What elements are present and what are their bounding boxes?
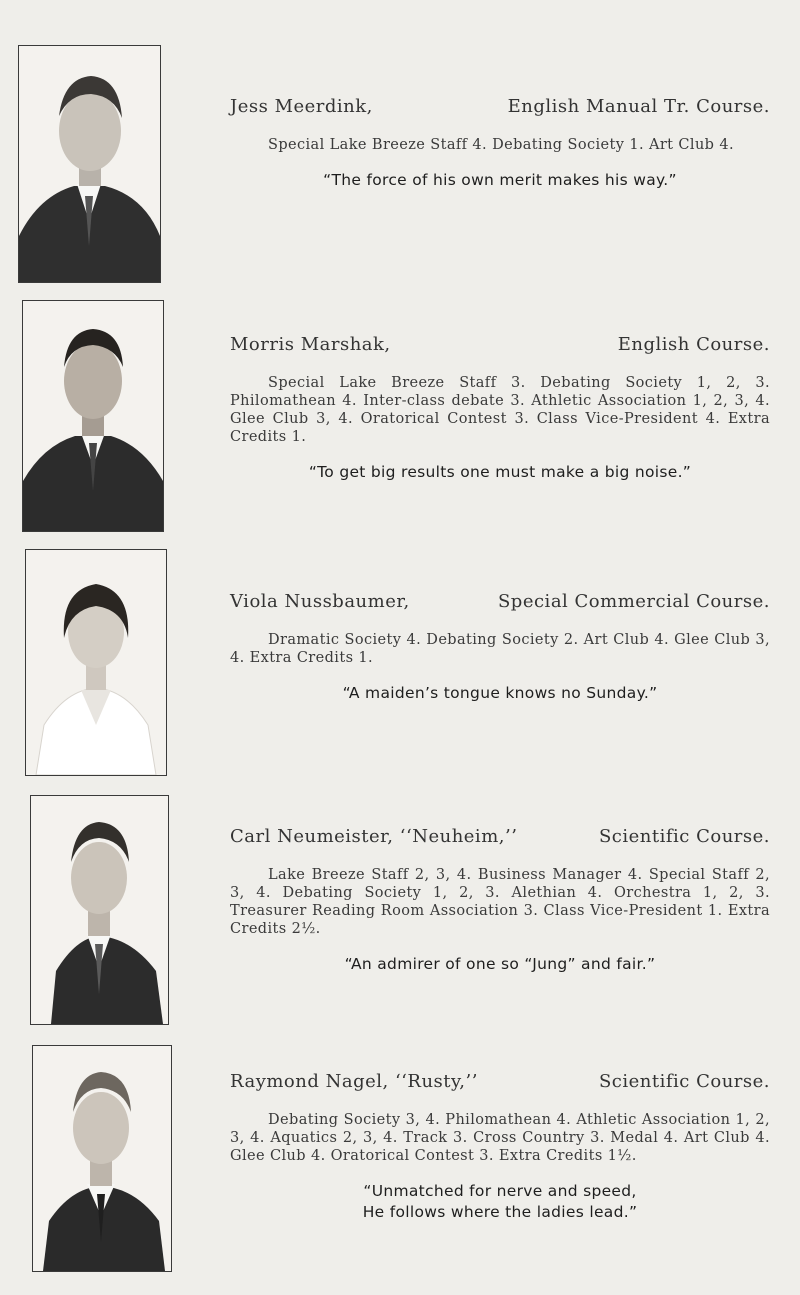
student-quote: “A maiden’s tongue knows no Sunday.” [342, 684, 658, 702]
student-portrait-photo [32, 1045, 172, 1272]
entry-headline [230, 1071, 770, 1097]
course-name: Special Commercial Course. [497, 591, 770, 612]
activities-text: Dramatic Society 4. Debating Society 2. Art Club 4. Glee Club 3, 4. Extra Credits 1. [230, 632, 770, 666]
entry-headline [230, 334, 770, 360]
student-quote: “The force of his own merit makes his way.” [323, 171, 677, 189]
student-name: Viola Nussbaumer, [230, 591, 410, 612]
student-quote: “To get big results one must make a big noise.” [308, 463, 692, 481]
activities-text: Special Lake Breeze Staff 3. Debating Society 1, 2, 3. Philomathean 4. Inter-class debate 3. Athletic Association 1, 2, 3, 4. Glee Club 3, 4. Oratorical Contest 3. Class Vice-President 4. Extra Credits 1. [230, 375, 770, 445]
course-name: English Course. [617, 334, 770, 355]
activities-text: Special Lake Breeze Staff 4. Debating Society 1. Art Club 4. [268, 137, 735, 153]
student-name: Morris Marshak, [230, 334, 391, 355]
student-name: Raymond Nagel, ‘‘Rusty,’’ [230, 1071, 478, 1092]
student-portrait-photo [18, 45, 161, 283]
student-quote: “Unmatched for nerve and speed, He follows where the ladies lead.” [362, 1182, 638, 1221]
entry-headline [230, 96, 770, 122]
student-portrait-photo [25, 549, 167, 776]
course-name: Scientific Course. [598, 1071, 770, 1092]
course-name: English Manual Tr. Course. [507, 96, 770, 117]
student-quote: “An admirer of one so “Jung” and fair.” [344, 955, 656, 973]
course-name: Scientific Course. [598, 826, 770, 847]
entry-headline [230, 591, 770, 617]
activities-text: Lake Breeze Staff 2, 3, 4. Business Manager 4. Special Staff 2, 3, 4. Debating Society 1, 2, 3. Alethian 4. Orchestra 1, 2, 3. Treasurer Reading Room Association 3. Class Vice-President 1. Extra Credits 2½. [230, 867, 770, 937]
student-portrait-photo [30, 795, 169, 1025]
entry-headline [230, 826, 770, 852]
student-name: Carl Neumeister, ‘‘Neuheim,’’ [230, 826, 518, 847]
student-portrait-photo [22, 300, 164, 532]
activities-text: Debating Society 3, 4. Philomathean 4. Athletic Association 1, 2, 3, 4. Aquatics 2, 3, 4. Track 3. Cross Country 3. Medal 4. Art Club 4. Glee Club 4. Oratorical Contest 3. Extra Credits 1½. [230, 1112, 770, 1164]
student-name: Jess Meerdink, [230, 96, 373, 117]
